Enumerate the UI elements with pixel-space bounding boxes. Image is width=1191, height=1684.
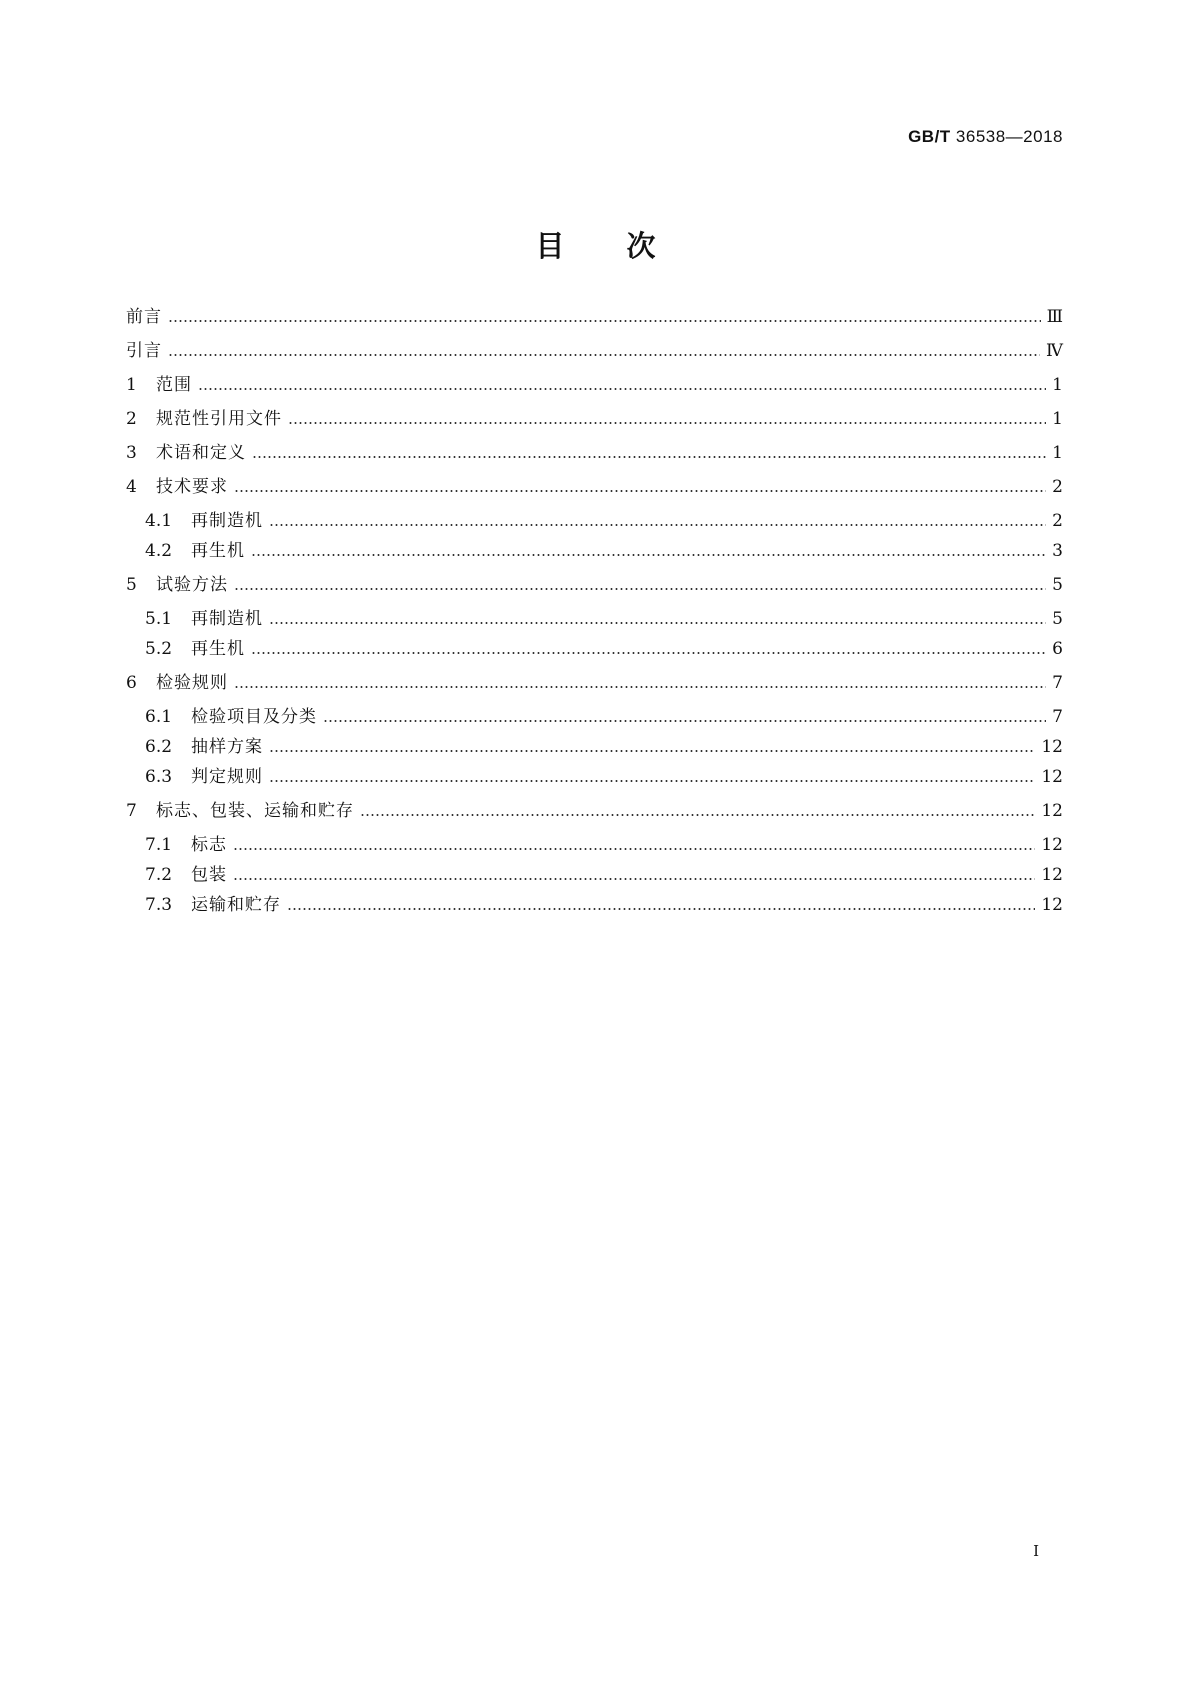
toc-leader-dots: [251, 538, 1046, 564]
toc-entry[interactable]: [145, 862, 1063, 888]
toc-entry-number: 6.1: [145, 707, 173, 727]
toc-leader-dots: [269, 764, 1035, 790]
toc-leader-dots: [251, 636, 1046, 662]
toc-entry[interactable]: [126, 372, 1063, 398]
toc-entry-page: 1: [1052, 443, 1063, 463]
toc-entry-page: 2: [1052, 511, 1063, 531]
toc-entry-number: 6.3: [145, 767, 173, 787]
toc-entry-page: 5: [1052, 575, 1063, 595]
toc-entry-number: 4.1: [145, 511, 173, 531]
toc-entry-label: 规范性引用文件: [156, 409, 282, 429]
toc-entry-number: 7.1: [145, 835, 173, 855]
toc-leader-dots: [287, 892, 1035, 918]
toc-leader-dots: [234, 572, 1046, 598]
toc-entry-page: Ⅲ: [1046, 307, 1063, 327]
toc-leader-dots: [234, 474, 1046, 500]
standard-code-prefix: GB/T: [908, 127, 951, 146]
toc-entry[interactable]: [145, 508, 1063, 534]
toc-entry-number: 4.2: [145, 541, 173, 561]
toc-entry-label: 检验项目及分类: [191, 707, 317, 727]
toc-leader-dots: [168, 338, 1040, 364]
toc-entry-label: 再制造机: [191, 511, 263, 531]
toc-leader-dots: [234, 670, 1046, 696]
toc-entry-page: 12: [1041, 835, 1063, 855]
toc-entry-label: 抽样方案: [191, 737, 263, 757]
toc-entry[interactable]: [126, 338, 1063, 364]
toc-entry-page: 7: [1052, 673, 1063, 693]
toc-entry[interactable]: [126, 474, 1063, 500]
toc-entry[interactable]: [126, 440, 1063, 466]
toc-entry-number: 4: [126, 477, 137, 497]
toc-entry-label: 再生机: [191, 639, 245, 659]
toc-entry[interactable]: [126, 304, 1063, 330]
toc-entry-number: 5: [126, 575, 137, 595]
toc-entry[interactable]: [145, 764, 1063, 790]
toc-entry-page: 1: [1052, 409, 1063, 429]
toc-entry-page: 7: [1052, 707, 1063, 727]
toc-entry-page: 3: [1052, 541, 1063, 561]
toc-entry[interactable]: [126, 670, 1063, 696]
toc-leader-dots: [168, 304, 1041, 330]
toc-entry-number: 3: [126, 443, 137, 463]
page-title: 目次: [535, 229, 718, 263]
toc-entry[interactable]: [145, 538, 1063, 564]
toc-entry[interactable]: [145, 704, 1063, 730]
toc-entry-label: 运输和贮存: [191, 895, 281, 915]
toc-entry-page: 6: [1052, 639, 1063, 659]
toc-entry-label: 再制造机: [191, 609, 263, 629]
toc-entry-label: 检验规则: [156, 673, 228, 693]
toc-entry-label: 技术要求: [156, 477, 228, 497]
toc-entry-page: 12: [1041, 801, 1063, 821]
toc-entry-page: 12: [1041, 895, 1063, 915]
toc-leader-dots: [288, 406, 1046, 432]
standard-code-number: 36538—2018: [955, 127, 1063, 146]
toc-entry-label: 再生机: [191, 541, 245, 561]
toc-entry-page: 12: [1041, 865, 1063, 885]
toc-leader-dots: [252, 440, 1046, 466]
toc-entry[interactable]: [145, 832, 1063, 858]
toc-entry[interactable]: [126, 798, 1063, 824]
toc-entry-label: 范围: [156, 375, 192, 395]
toc-entry-number: 5.1: [145, 609, 173, 629]
toc-entry-page: 5: [1052, 609, 1063, 629]
toc-leader-dots: [269, 734, 1035, 760]
toc-leader-dots: [233, 832, 1035, 858]
toc-entry-label: 引言: [126, 341, 162, 361]
toc-entry-page: 12: [1041, 737, 1063, 757]
toc-leader-dots: [323, 704, 1046, 730]
toc-leader-dots: [198, 372, 1046, 398]
toc-entry-page: 1: [1052, 375, 1063, 395]
toc-entry[interactable]: [145, 892, 1063, 918]
toc-leader-dots: [269, 606, 1046, 632]
toc-entry-number: 7: [126, 801, 137, 821]
toc-entry-page: Ⅳ: [1046, 341, 1063, 361]
toc-entry-number: 7.3: [145, 895, 173, 915]
toc-entry-number: 7.2: [145, 865, 173, 885]
toc-entry[interactable]: [126, 406, 1063, 432]
toc-entry[interactable]: [145, 636, 1063, 662]
toc-entry-number: 5.2: [145, 639, 173, 659]
toc-entry-label: 术语和定义: [156, 443, 246, 463]
toc-entry-label: 前言: [126, 307, 162, 327]
toc-entry-label: 标志: [191, 835, 227, 855]
toc-entry[interactable]: [126, 572, 1063, 598]
toc-entry-label: 包装: [191, 865, 227, 885]
toc-entry-number: 2: [126, 409, 137, 429]
footer-page-number: I: [1033, 1542, 1039, 1560]
toc-entry-page: 12: [1041, 767, 1063, 787]
toc-entry-label: 试验方法: [156, 575, 228, 595]
toc-entry-label: 标志、包装、运输和贮存: [156, 801, 354, 821]
toc-leader-dots: [233, 862, 1035, 888]
toc-entry-number: 6.2: [145, 737, 173, 757]
toc-entry[interactable]: [145, 734, 1063, 760]
toc-leader-dots: [360, 798, 1035, 824]
toc-entry-label: 判定规则: [191, 767, 263, 787]
toc-entry[interactable]: [145, 606, 1063, 632]
toc-leader-dots: [269, 508, 1046, 534]
toc-entry-page: 2: [1052, 477, 1063, 497]
toc-entry-number: 6: [126, 673, 137, 693]
toc-entry-number: 1: [126, 375, 137, 395]
